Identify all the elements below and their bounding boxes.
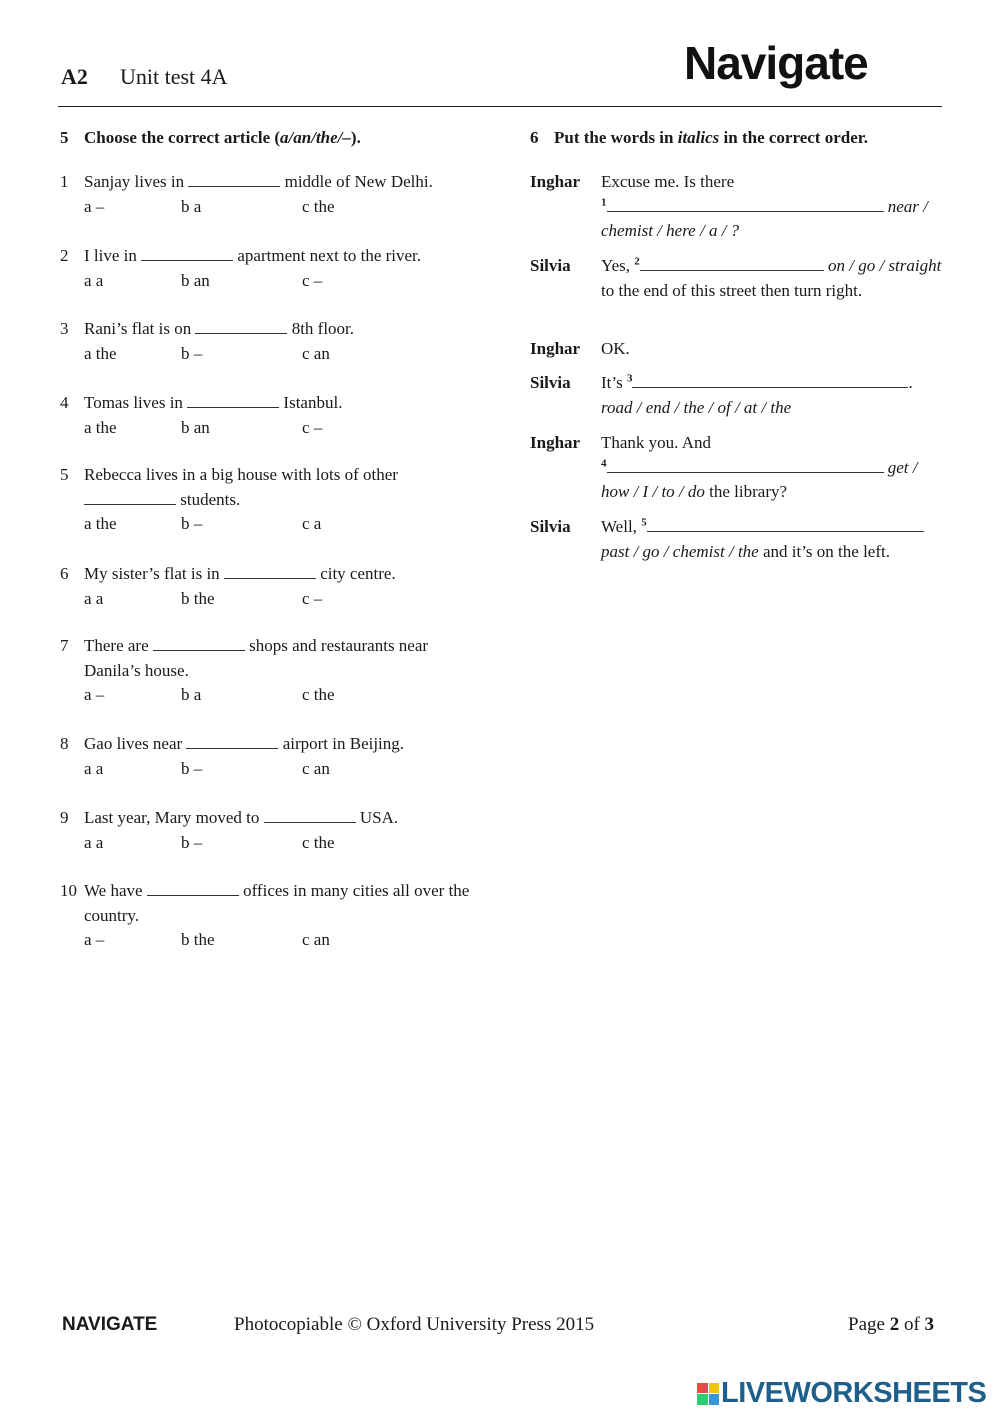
- option-b[interactable]: b –: [181, 514, 203, 533]
- option-b[interactable]: b the: [181, 588, 215, 608]
- footer-copyright: Photocopiable © Oxford University Press 2015: [234, 1314, 595, 1335]
- answer-blank-5[interactable]: [84, 489, 176, 505]
- question-3: 3 Rani’s flat is on 8th floor. a the b – c an: [60, 317, 480, 366]
- answer-blank-6-5[interactable]: [647, 516, 924, 532]
- dialogue-line-2: Silvia Yes, $^2$ on / go / straight to the end of this street then turn right.: [530, 255, 942, 300]
- question-6: 6 My sister’s flat is in city centre. a a b the c –: [60, 562, 480, 611]
- option-c[interactable]: c an: [302, 758, 330, 778]
- option-a[interactable]: a the: [84, 417, 117, 437]
- option-a[interactable]: a a: [84, 588, 104, 608]
- option-b[interactable]: b an: [181, 270, 210, 290]
- answer-blank-1[interactable]: [188, 171, 280, 187]
- section-5-instruction: 5 Choose the correct article (a/an/the/–).: [60, 128, 361, 147]
- speaker-name: Silvia: [530, 517, 571, 536]
- question-9: 9 Last year, Mary moved to USA. a a b – c the: [60, 806, 480, 855]
- navigate-logo: Navigate: [684, 37, 868, 89]
- dialogue-line-3: Inghar OK.: [530, 337, 942, 362]
- option-c[interactable]: c –: [302, 588, 323, 608]
- option-c[interactable]: c an: [302, 343, 330, 363]
- question-1: 1 Sanjay lives in middle of New Delhi. a – b a c the: [60, 170, 480, 219]
- option-c[interactable]: c an: [302, 930, 330, 949]
- answer-blank-7[interactable]: [153, 635, 245, 651]
- option-b[interactable]: b an: [181, 417, 210, 437]
- answer-blank-6-4[interactable]: [607, 457, 884, 473]
- question-10: 10 We have offices in many cities all over the country. a – b the c an: [60, 879, 480, 953]
- option-b[interactable]: b –: [181, 832, 203, 852]
- footer-brand: NAVIGATE: [62, 1314, 158, 1335]
- dialogue-line-4: Silvia It’s $^3$ . road / end / the / of / at / the: [530, 372, 913, 417]
- option-a[interactable]: a a: [84, 758, 104, 778]
- option-a[interactable]: a –: [84, 685, 105, 704]
- option-c[interactable]: c –: [302, 270, 323, 290]
- option-a[interactable]: a the: [84, 343, 117, 363]
- answer-blank-10[interactable]: [147, 880, 239, 896]
- page-number: Page 2 of 3: [848, 1314, 935, 1335]
- unit-title: Unit test 4A: [120, 64, 228, 89]
- level-label: A2: [61, 64, 88, 89]
- speaker-name: Silvia: [530, 373, 571, 392]
- speaker-name: Inghar: [530, 433, 581, 452]
- option-a[interactable]: a –: [84, 196, 105, 216]
- answer-blank-6-2[interactable]: [640, 255, 824, 271]
- option-a[interactable]: a –: [84, 930, 105, 949]
- answer-blank-8[interactable]: [186, 733, 278, 749]
- question-4: 4 Tomas lives in Istanbul. a the b an c –: [60, 391, 480, 440]
- option-c[interactable]: c the: [302, 685, 335, 704]
- option-b[interactable]: b –: [181, 758, 203, 778]
- option-c[interactable]: c the: [302, 832, 335, 852]
- answer-blank-6-3[interactable]: [632, 372, 908, 388]
- dialogue-line-1: Inghar Excuse me. Is there $^1$ near / chemist / here / a / ?: [530, 172, 928, 240]
- answer-blank-6[interactable]: [224, 563, 316, 579]
- question-8: 8 Gao lives near airport in Beijing. a a b – c an: [60, 732, 480, 781]
- answer-blank-4[interactable]: [187, 392, 279, 408]
- dialogue-line-6: Silvia Well, $^5$ past / go / chemist / the and it’s on the left.: [530, 515, 942, 564]
- option-b[interactable]: b –: [181, 343, 203, 363]
- question-7: 7 There are shops and restaurants near Danila’s house. a – b a c the: [60, 634, 480, 708]
- option-a[interactable]: a a: [84, 270, 104, 290]
- answer-blank-3[interactable]: [195, 318, 287, 334]
- speaker-name: Inghar: [530, 172, 581, 191]
- question-5: 5 Rebecca lives in a big house with lots of other students. a the b – c a: [60, 463, 480, 537]
- option-c[interactable]: c –: [302, 417, 323, 437]
- option-b[interactable]: b a: [181, 196, 202, 216]
- liveworksheets-watermark: LIVEWORKSHEETS: [697, 1377, 986, 1410]
- liveworksheets-logo-icon: [697, 1383, 719, 1405]
- answer-blank-2[interactable]: [141, 245, 233, 261]
- option-c[interactable]: c a: [302, 514, 322, 533]
- speaker-name: Inghar: [530, 339, 581, 358]
- header-divider: [58, 106, 942, 107]
- option-c[interactable]: c the: [302, 196, 335, 216]
- answer-blank-9[interactable]: [264, 807, 356, 823]
- option-a[interactable]: a a: [84, 832, 104, 852]
- section-6-instruction: 6 Put the words in italics in the correct order.: [530, 128, 868, 147]
- question-2: 2 I live in apartment next to the river. a a b an c –: [60, 244, 480, 293]
- option-a[interactable]: a the: [84, 514, 117, 533]
- option-b[interactable]: b the: [181, 930, 215, 949]
- option-b[interactable]: b a: [181, 685, 202, 704]
- answer-blank-6-1[interactable]: [607, 196, 884, 212]
- dialogue-line-5: Inghar Thank you. And $^4$ get / how / I / to / do the library?: [530, 433, 918, 501]
- speaker-name: Silvia: [530, 256, 571, 275]
